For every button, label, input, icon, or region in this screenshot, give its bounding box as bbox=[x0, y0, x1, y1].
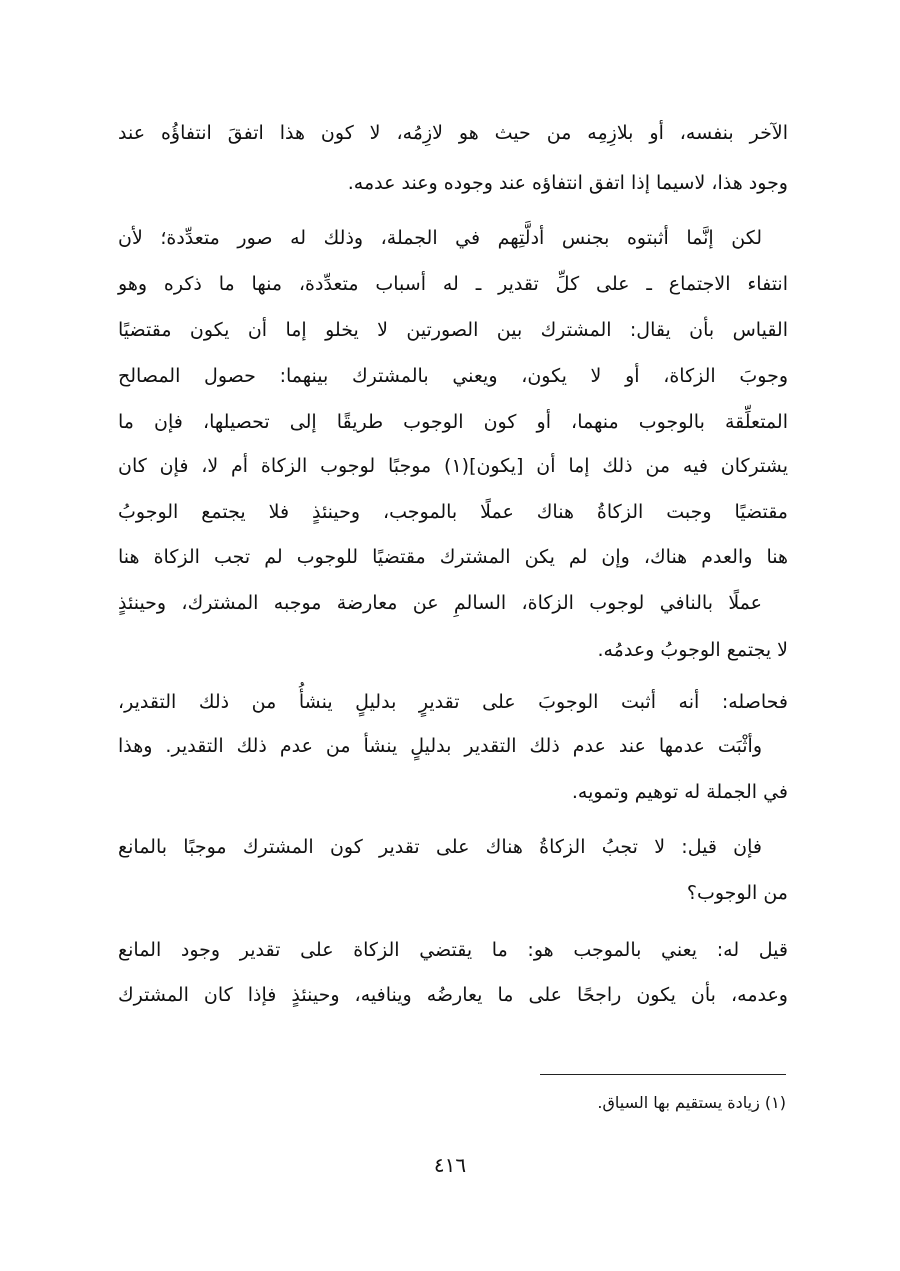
text-line: لا يجتمع الوجوبُ وعدمُه. bbox=[597, 639, 788, 661]
text-line: في الجملة له توهيم وتمويه. bbox=[571, 781, 788, 803]
footnote-divider bbox=[540, 1074, 786, 1075]
text-line: فحاصله: أنه أثبت الوجوبَ على تقديرٍ بدليلٍ ينشأُ من ذلك التقدير، bbox=[118, 691, 788, 713]
text-line: هنا والعدم هناك، وإن لم يكن المشترك مقتضيًا للوجوب لم تجب الزكاة هنا bbox=[118, 546, 788, 568]
text-line: وعدمه، بأن يكون راجحًا على ما يعارضُه وينافيه، وحينئذٍ فإذا كان المشترك bbox=[118, 984, 788, 1006]
footnote: (١) زيادة يستقيم بها السياق. bbox=[597, 1093, 786, 1112]
text-line: الآخر بنفسه، أو بلازِمِه من حيث هو لازِمُه، لا كون هذا اتفقَ انتفاؤُه عند bbox=[118, 122, 788, 144]
text-line: فإن قيل: لا تجبُ الزكاةُ هناك على تقدير كون المشترك موجبًا بالمانع bbox=[118, 836, 762, 858]
text-line: انتفاء الاجتماع ـ على كلِّ تقدير ـ له أسباب متعدِّدة، منها ما ذكره وهو bbox=[118, 273, 788, 295]
text-line: مقتضيًا وجبت الزكاةُ هناك عملًا بالموجب، وحينئذٍ فلا يجتمع الوجوبُ bbox=[118, 501, 788, 523]
text-line: عملًا بالنافي لوجوب الزكاة، السالمِ عن معارضة موجبه المشترك، وحينئذٍ bbox=[118, 592, 762, 614]
text-line: وجود هذا، لاسيما إذا اتفق انتفاؤه عند وجوده وعند عدمه. bbox=[347, 172, 788, 194]
text-line: لكن إنَّما أثبتوه بجنس أدلَّتِهم في الجملة، وذلك له صور متعدِّدة؛ لأن bbox=[118, 227, 762, 249]
text-line: القياس بأن يقال: المشترك بين الصورتين لا يخلو إما أن يكون مقتضيًا bbox=[118, 319, 788, 341]
text-line: المتعلِّقة بالوجوب منهما، أو كون الوجوب طريقًا إلى تحصيلها، فإن ما bbox=[118, 411, 788, 433]
text-line: قيل له: يعني بالموجب هو: ما يقتضي الزكاة على تقدير وجود المانع bbox=[118, 939, 788, 961]
page-number: ٤١٦ bbox=[433, 1153, 467, 1177]
text-line: وأثْبَت عدمها عند عدم ذلك التقدير بدليلٍ ينشأ من عدم ذلك التقدير. وهذا bbox=[118, 735, 762, 757]
text-line: يشتركان فيه من ذلك إما أن [يكون](١) موجبًا لوجوب الزكاة أم لا، فإن كان bbox=[118, 455, 788, 477]
text-line: وجوبَ الزكاة، أو لا يكون، ويعني بالمشترك بينهما: حصول المصالح bbox=[118, 365, 788, 387]
text-line: من الوجوب؟ bbox=[686, 882, 788, 904]
